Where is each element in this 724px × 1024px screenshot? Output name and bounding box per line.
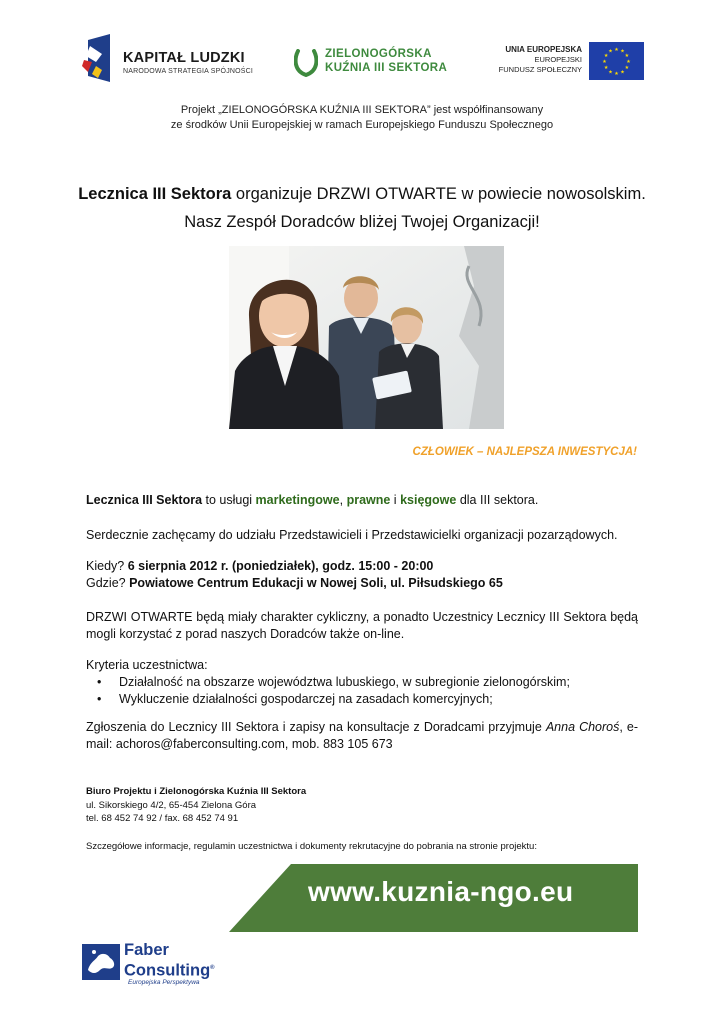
headline-text: organizuje DRZWI OTWARTE w powiecie nowosolskim.: [231, 185, 646, 203]
office-name: Biuro Projektu i Zielonogórska Kuźnia III Sektora: [86, 786, 307, 797]
kuznia-logo-line1: ZIELONOGÓRSKA: [325, 48, 432, 60]
europe-map-logo-icon: [82, 944, 120, 980]
cofinancing-line1: Projekt „ZIELONOGÓRSKA KUŹNIA III SEKTORA” jest współfinansowany: [180, 104, 544, 116]
svg-text:★: ★: [626, 59, 631, 65]
office-phone: tel. 68 452 74 92 / fax. 68 452 74 91: [86, 813, 239, 824]
cyclic-paragraph: DRZWI OTWARTE będą miały charakter cykliczny, a ponadto Uczestnicy Lecznicy III Sektora będą mogli korzystać z porad naszych Doradców także on-line.: [86, 610, 638, 641]
services-paragraph: [86, 492, 638, 509]
services-separator: ,: [339, 493, 347, 507]
service-accounting: księgowe: [400, 493, 457, 507]
svg-text:★: ★: [624, 53, 630, 59]
details-note: Szczegółowe informacje, regulamin uczestnictwa i dokumenty rekrutacyjne do pobrania na stronie projektu:: [86, 841, 537, 852]
registered-mark: ®: [210, 965, 215, 971]
services-org-name: Lecznica III Sektora: [86, 493, 203, 507]
service-legal: prawne: [346, 493, 391, 507]
eu-label-line3: FUNDUSZ SPOŁECZNY: [498, 65, 582, 74]
criteria-list: [94, 674, 634, 708]
when-label: Kiedy?: [86, 559, 128, 573]
eu-label-line2: EUROPEJSKI: [534, 55, 582, 64]
svg-text:★: ★: [602, 59, 607, 65]
svg-text:★: ★: [603, 65, 609, 71]
slogan: CZŁOWIEK – NAJLEPSZA INWESTYCJA!: [412, 446, 637, 458]
svg-text:★: ★: [624, 65, 630, 71]
svg-text:★: ★: [620, 69, 625, 76]
faber-name-line2: [124, 959, 215, 980]
registration-contact: , e-mail: achoros@faberconsulting.com, mob. 883 105 673: [86, 720, 639, 751]
event-when: [86, 558, 638, 575]
faber-consulting-word: Consulting: [124, 961, 211, 980]
svg-text:★: ★: [603, 53, 609, 59]
eu-label-line1: UNIA EUROPEJSKA: [505, 45, 582, 54]
headline-org-name: Lecznica III Sektora: [78, 185, 232, 203]
headline-line2: Nasz Zespół Doradców bliżej Twojej Organizacji!: [184, 213, 540, 231]
headline: [60, 180, 664, 236]
faber-tagline: Europejska Perspektywa: [128, 979, 200, 986]
invite-paragraph: Serdecznie zachęcamy do udziału Przedstawicieli i Przedstawicielki organizacji pozarządowych.: [86, 528, 618, 542]
kapital-ludzki-logo-icon: [82, 32, 112, 86]
where-value: Powiatowe Centrum Edukacji w Nowej Soli, ul. Piłsudskiego 65: [129, 576, 503, 590]
svg-text:★: ★: [614, 47, 619, 53]
kuznia-logo-line2: KUŹNIA III SEKTORA: [325, 62, 448, 74]
services-tail: dla III sektora.: [456, 493, 539, 507]
registration-paragraph: [86, 719, 638, 753]
event-where: [86, 575, 638, 592]
event-details: [86, 558, 638, 592]
criteria-title: Kryteria uczestnictwa:: [86, 658, 208, 672]
registration-text: Zgłoszenia do Lecznicy III Sektora i zapisy na konsultacje z Doradcami przyjmuje: [86, 720, 546, 734]
service-marketing: marketingowe: [255, 493, 340, 507]
services-text: to usługi: [202, 493, 256, 507]
office-street: ul. Sikorskiego 4/2, 65-454 Zielona Góra: [86, 799, 257, 811]
cofinancing-note: [100, 103, 624, 133]
cofinancing-line2: ze środków Unii Europejskiej w ramach Europejskiego Funduszu Społecznego: [170, 119, 554, 131]
criteria-item: • Wykluczenie działalności gospodarczej na zasadach komercyjnych;: [94, 691, 634, 708]
contact-person: Anna Choroś: [545, 720, 620, 734]
svg-text:★: ★: [608, 69, 613, 76]
svg-text:★: ★: [614, 71, 619, 77]
eu-flag-icon: [589, 42, 644, 80]
services-conjunction: i: [390, 493, 401, 507]
criteria-block: [86, 657, 638, 674]
when-value: 6 sierpnia 2012 r. (poniedziałek), godz. 15:00 - 20:00: [127, 559, 434, 573]
kapital-ludzki-title: KAPITAŁ LUDZKI: [123, 50, 245, 66]
business-team-photo: [229, 246, 504, 429]
criteria-item: • Działalność na obszarze województwa lubuskiego, w subregionie zielonogórskim;: [94, 674, 634, 691]
svg-text:★: ★: [620, 48, 625, 55]
eu-fund-label: [470, 45, 582, 75]
office-address: [86, 785, 306, 826]
website-link[interactable]: www.kuznia-ngo.eu: [308, 876, 574, 907]
svg-text:★: ★: [608, 48, 613, 55]
faber-name-line1: Faber: [124, 941, 169, 959]
horseshoe-icon: [294, 49, 318, 77]
kapital-ludzki-subtitle: NARODOWA STRATEGIA SPÓJNOŚCI: [123, 68, 254, 75]
where-label: Gdzie?: [86, 576, 130, 590]
